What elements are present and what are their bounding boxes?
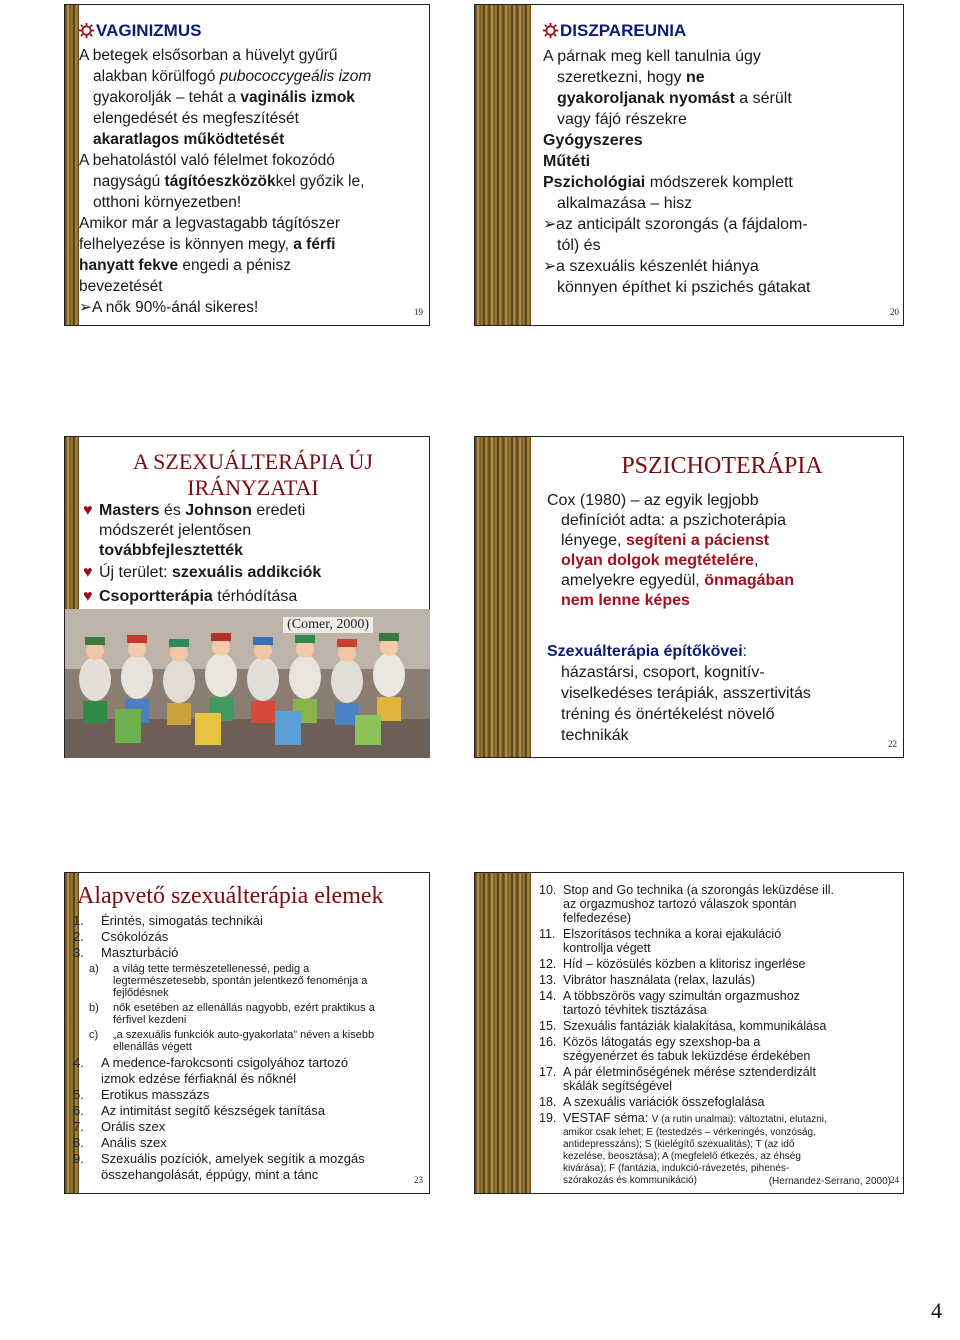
text-line: A behatolástól való félelmet fokozódó (79, 152, 335, 169)
list-item: 10. Stop and Go technika (a szorongás leküzdése ill. az orgazmushoz tartozó válaszok spontán felfedezése) (539, 883, 834, 925)
slide-19 (64, 4, 430, 326)
text-line: otthoni környezetben! (93, 194, 242, 211)
text-line: szeretkezni, hogy ne (557, 69, 705, 86)
text-line: amelyekre egyedül, önmagában (561, 572, 794, 589)
slide-title: IRÁNYZATAI (187, 475, 319, 500)
heart-bullet-icon: ♥ (83, 588, 93, 605)
text-line: A betegek elsősorban a hüvelyt gyűrű (79, 47, 338, 64)
text-line: nagyságú tágítóeszközökkel győzik le, (93, 173, 365, 190)
arrow-bullet-icon: ➢ (79, 299, 92, 316)
sub-item: b) nők esetében az ellenállás nagyobb, ezért praktikus a férfivel kezdeni (89, 1002, 375, 1026)
list-item: 17. A pár életminőségének mérése sztenderdizált skálák segítségével (539, 1065, 816, 1093)
slide-number: 24 (890, 1175, 899, 1185)
slide-border-stripes (475, 5, 531, 325)
text-line: továbbfejlesztették (99, 542, 244, 559)
list-item: 13. Vibrátor használata (relax, lazulás) (539, 973, 756, 987)
text-line: Műtéti (543, 153, 591, 170)
text-line: technikák (561, 727, 629, 744)
text-line: módszerét jelentősen (99, 522, 252, 539)
text-line: viselkedéses terápiák, asszertivitás (561, 685, 811, 702)
list-item: 1. Érintés, simogatás technikái (73, 913, 263, 928)
sub-item: c) „a szexuális funkciók auto-gyakorlata” néven a kisebb ellenállás végett (89, 1029, 375, 1053)
citation: (Hernandez-Serrano, 2000) (768, 1176, 891, 1187)
arrow-bullet-icon: ➢ (543, 258, 557, 275)
sub-item: a) a világ tette természetellenessé, pedig a legtermészetesebb, spontán jelentkező fenoménja a fejlődésnek (89, 963, 368, 999)
slide-number: 22 (888, 739, 897, 749)
list-item: 19. VESTAF séma: V (a rutin unalmai): változtatni, elutazni, amikor csak lehet; E (testedzés – vérkeringés, vonzóság, antidepresszáns); S (kielégítő szexualitás); T (az idő kezelése, beosztása); A (megfelelő étkezés, az éhség kivárása); F (fantázia, indukció-rávezetés, pihenés- szórakozás és kommunikáció) (539, 1111, 827, 1186)
citation: (Comer, 2000) (283, 617, 373, 633)
slide-24 (474, 872, 904, 1194)
text-line: bevezetését (79, 278, 163, 295)
text-line: alkalmazása – hisz (557, 195, 693, 212)
text-line: ♥ Masters és Johnson eredeti (83, 502, 306, 519)
slide-number: 19 (414, 307, 423, 317)
text-line: olyan dolgok megtételére, (561, 552, 759, 569)
list-item: 4. A medence-farokcsonti csigolyához tartozó (73, 1055, 349, 1070)
text-line: gyakoroljanak nyomást a sérült (557, 90, 792, 107)
text-line: Pszichológiai módszerek komplett (543, 174, 793, 191)
gear-bullet-icon (79, 23, 94, 38)
list-item: 6. Az intimitást segítő készségek tanítása (73, 1103, 325, 1118)
text-line: ➢a szexuális készenlét hiánya (543, 258, 759, 275)
text-line: lényege, segíteni a pácienst (561, 532, 770, 549)
text-line: házastársi, csoport, kognitív- (561, 664, 765, 681)
list-item: összehangolását, éppúgy, mint a tánc (101, 1167, 319, 1182)
heart-bullet-icon: ♥ (83, 564, 93, 581)
list-item: 5. Erotikus masszázs (73, 1087, 210, 1102)
text-line: ♥ Csoportterápia térhódítása (83, 585, 423, 609)
list-item: 14. A többszörös vagy szimultán orgazmushoz tartozó tévhitek tisztázása (539, 989, 800, 1017)
text-line: elengedését és megfeszítését (93, 110, 299, 127)
gear-bullet-icon (543, 23, 558, 38)
text-line: Szexuálterápia építőkövei: (547, 643, 748, 660)
list-item: 3. Maszturbáció (73, 945, 179, 960)
slide-21 (64, 436, 430, 758)
slide-number: 20 (890, 307, 899, 317)
list-item: 2. Csókolózás (73, 929, 169, 944)
text-line: Gyógyszeres (543, 132, 643, 149)
slide-title: PSZICHOTERÁPIA (621, 453, 823, 479)
text-line: ♥ Új terület: szexuális addikciók (83, 561, 423, 585)
text-line: hanyatt fekve engedi a pénisz (79, 257, 291, 274)
slide-20 (474, 4, 904, 326)
text-line: Amikor már a legvastagabb tágítószer (79, 215, 341, 232)
list-item: 18. A szexuális variációk összefoglalása (539, 1095, 765, 1109)
text-line: ➢az anticipált szorongás (a fájdalom- (543, 216, 808, 233)
arrow-bullet-icon: ➢ (543, 216, 557, 233)
list-item: izmok edzése férfiaknál és nőknél (101, 1071, 297, 1086)
list-item: 7. Orális szex (73, 1119, 166, 1134)
text-line: tréning és önértékelést növelő (561, 706, 775, 723)
text-line: A párnak meg kell tanulnia úgy (543, 48, 761, 65)
list-item: 16. Közös látogatás egy szexshop-ba a szégyenérzet és tabuk leküzdése érdekében (539, 1035, 811, 1063)
text-line: akaratlagos működtetését (93, 131, 285, 148)
text-line: Cox (1980) – az egyik legjobb (547, 492, 759, 509)
text-line: nem lenne képes (561, 592, 690, 609)
slide-title: A SZEXUÁLTERÁPIA ÚJ (133, 449, 373, 474)
text-line: könnyen építhet ki pszichés gátakat (557, 279, 811, 296)
text-line: felhelyezése is könnyen megy, a férfi (79, 236, 336, 253)
list-item: 11. Elszorításos technika a korai ejakuláció kontrollja végett (539, 927, 782, 955)
heart-bullet-icon: ♥ (83, 502, 93, 519)
list-item: 12. Híd – közösülés közben a klitorisz ingerlése (539, 957, 806, 971)
slide-22 (474, 436, 904, 758)
slide-border-stripes (475, 437, 531, 757)
slide-title: VAGINIZMUS (96, 21, 202, 40)
list-item: 15. Szexuális fantáziák kialakítása, kommunikálása (539, 1019, 827, 1033)
list-item: 8. Anális szex (73, 1135, 167, 1150)
text-line: gyakorolják – tehát a vaginális izmok (93, 89, 355, 106)
page-number: 4 (931, 1298, 942, 1323)
slide-border-stripes (65, 5, 79, 325)
text-line: definíciót adta: a pszichoterápia (561, 512, 787, 529)
slide-number: 23 (414, 1175, 423, 1185)
slide-border-stripes (475, 873, 531, 1193)
slide-title: DISZPAREUNIA (560, 21, 687, 40)
text-line: tól) és (557, 237, 601, 254)
text-line: vagy fájó részekre (557, 111, 687, 128)
slide-title: Alapvető szexuálterápia elemek (77, 883, 384, 909)
text-line: alakban körülfogó pubococcygeális izom (93, 68, 372, 85)
slide-23 (64, 872, 430, 1194)
list-item: 9. Szexuális pozíciók, amelyek segítik a mozgás (73, 1151, 365, 1166)
text-line: ➢A nők 90%-ánál sikeres! (79, 299, 259, 316)
